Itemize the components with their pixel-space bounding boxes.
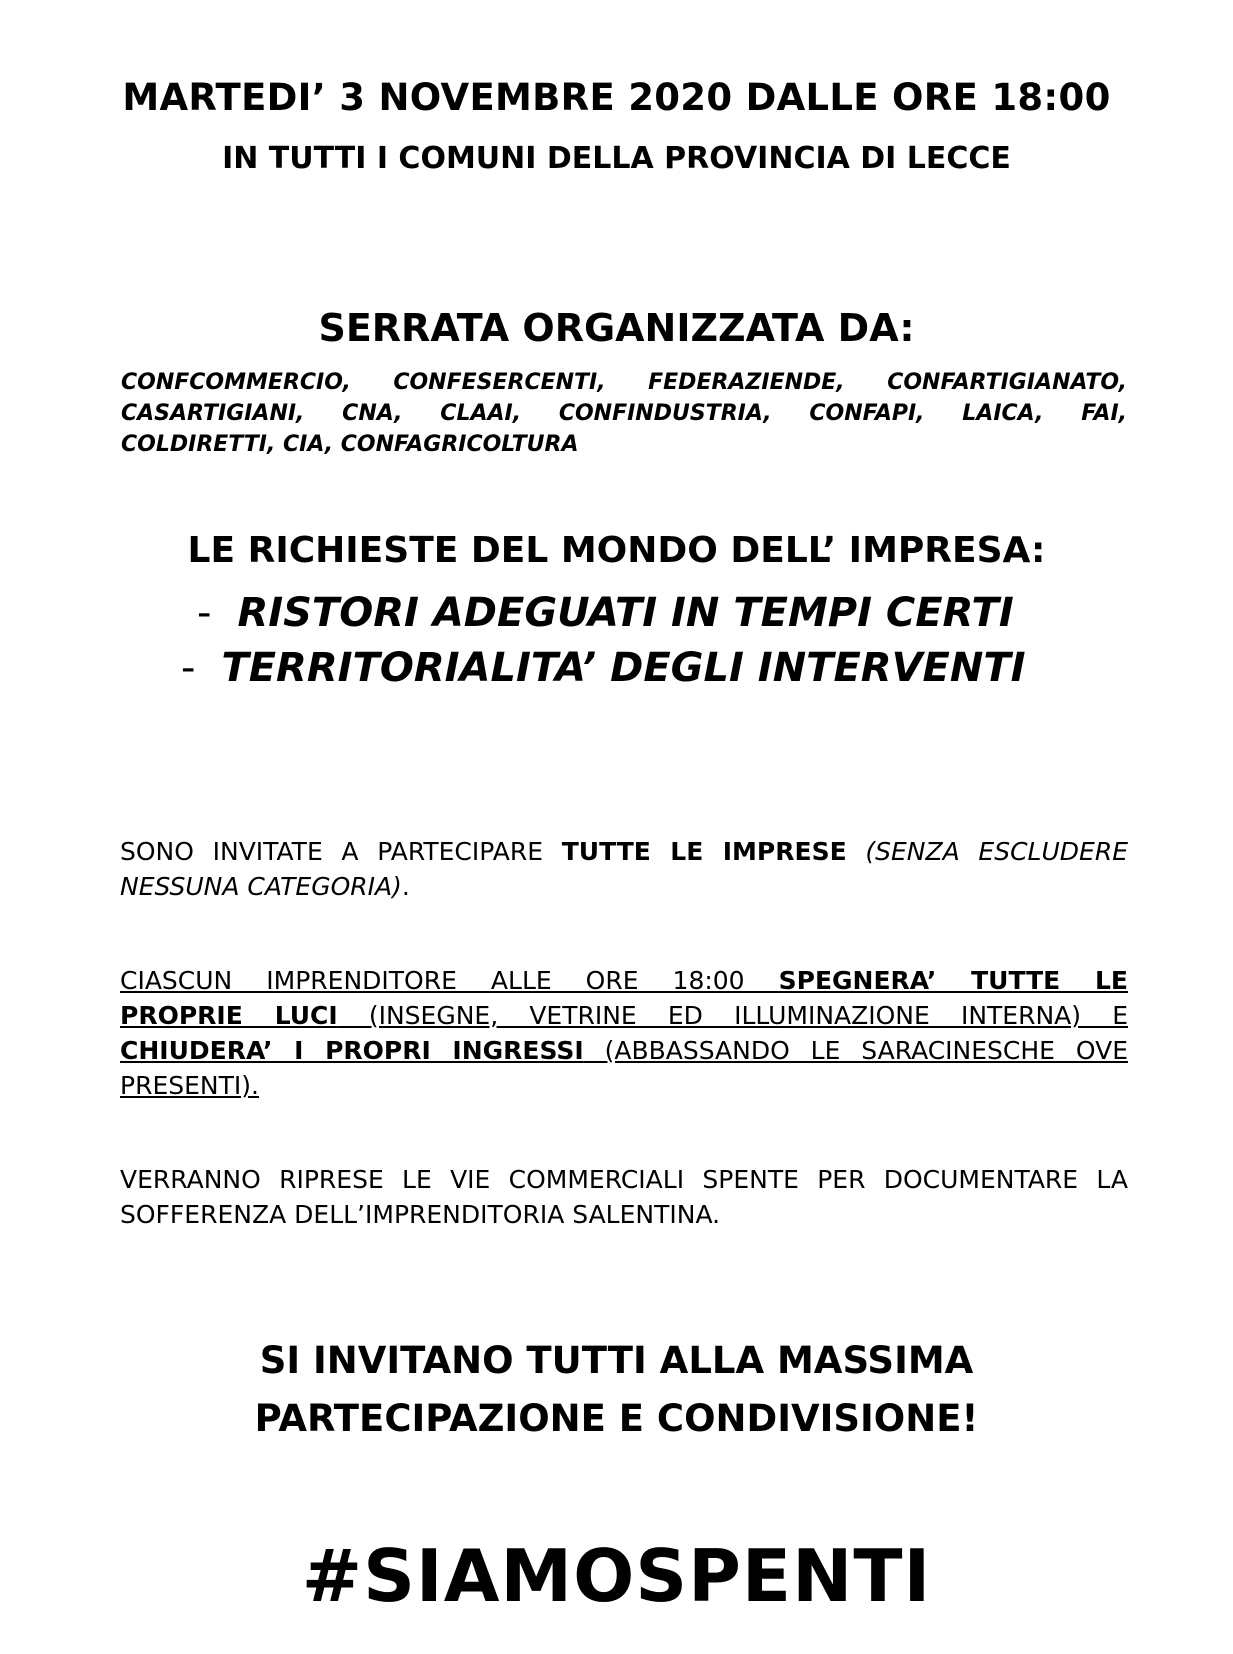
paragraph-line: PRESENTI).: [120, 1071, 259, 1100]
organizers-line: CASARTIGIANI, CNA, CLAAI, CONFINDUSTRIA, CONFAPI, LAICA, FAI,: [121, 401, 1127, 426]
demand-text: TERRITORIALITA’ DEGLI INTERVENTI: [221, 645, 1026, 691]
paragraph-line: [120, 834, 1128, 869]
action-text: (INSEGNE, VETRINE ED ILLUMINAZIONE INTERNA) E: [337, 1001, 1128, 1030]
action-emphasis: CHIUDERA’ I PROPRI INGRESSI: [120, 1036, 584, 1065]
invite-note: NESSUNA CATEGORIA): [120, 872, 402, 901]
invite-emphasis: TUTTE LE IMPRESE: [561, 837, 847, 866]
action-text: (ABBASSANDO LE SARACINESCHE OVE: [583, 1036, 1128, 1065]
paragraph-line: SOFFERENZA DELL’IMPRENDITORIA SALENTINA.: [120, 1200, 721, 1229]
demands-heading: LE RICHIESTE DEL MONDO DELL’ IMPRESA:: [187, 530, 1046, 571]
paragraph-line: [120, 1033, 1128, 1068]
event-location-heading: IN TUTTI I COMUNI DELLA PROVINCIA DI LECCE: [222, 141, 1011, 176]
closing-line: SI INVITANO TUTTI ALLA MASSIMA: [259, 1339, 974, 1382]
action-emphasis: SPEGNERA’ TUTTE LE: [778, 966, 1128, 995]
demand-item: [181, 645, 1026, 691]
bullet-dash: -: [197, 590, 212, 636]
demand-text: RISTORI ADEGUATI IN TEMPI CERTI: [237, 590, 1014, 636]
action-paragraph: [120, 963, 1128, 1103]
closing-call: [0, 1332, 1233, 1448]
invite-note: (SENZA ESCLUDERE: [865, 837, 1128, 866]
organizers-line: COLDIRETTI, CIA, CONFAGRICOLTURA: [121, 432, 579, 457]
organizers-list: [121, 367, 1127, 460]
hashtag: #SIAMOSPENTI: [301, 1534, 932, 1618]
bullet-dash: -: [181, 645, 196, 691]
paragraph-line: [120, 963, 1128, 998]
organizers-heading: SERRATA ORGANIZZATA DA:: [318, 306, 915, 350]
organizers-line: CONFCOMMERCIO, CONFESERCENTI, FEDERAZIENDE, CONFARTIGIANATO,: [121, 370, 1127, 395]
invite-paragraph: [120, 834, 1128, 904]
invite-text: SONO INVITATE A PARTECIPARE: [120, 837, 562, 866]
event-date-heading: MARTEDI’ 3 NOVEMBRE 2020 DALLE ORE 18:00: [122, 76, 1111, 119]
paragraph-line: [120, 998, 1128, 1033]
filming-paragraph: [120, 1162, 1128, 1232]
action-emphasis: PROPRIE LUCI: [120, 1001, 338, 1030]
action-text: CIASCUN IMPRENDITORE ALLE ORE 18:00: [120, 966, 779, 995]
paragraph-line: VERRANNO RIPRESE LE VIE COMMERCIALI SPENTE PER DOCUMENTARE LA: [120, 1165, 1128, 1194]
invite-end: .: [401, 872, 410, 901]
paragraph-line: [120, 869, 1128, 904]
demand-item: [197, 590, 1014, 636]
closing-line: PARTECIPAZIONE E CONDIVISIONE!: [254, 1397, 979, 1440]
